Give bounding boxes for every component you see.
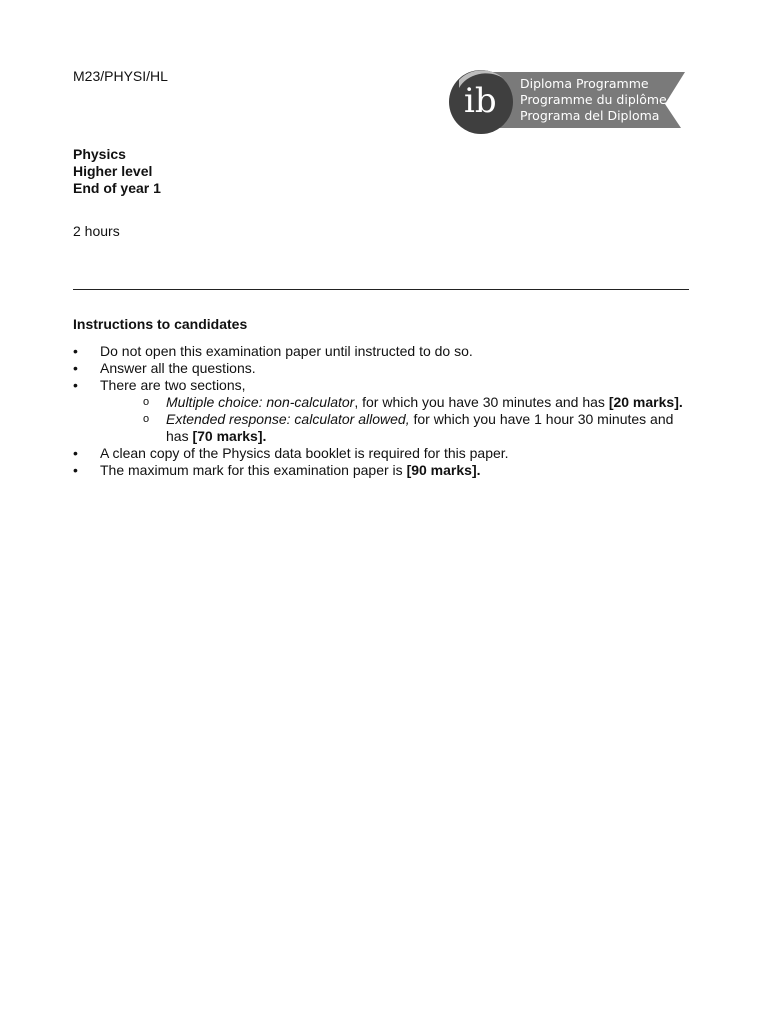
section-name: Multiple choice: non-calculator [166,394,355,410]
list-item [73,377,693,394]
list-item [73,462,693,479]
list-item-text: A clean copy of the Physics data booklet is required for this paper. [100,445,509,461]
list-item-text: There are two sections, [100,377,246,393]
svg-text:ib: ib [464,81,497,121]
section-name: Extended response: calculator allowed, [166,411,410,427]
list-item [73,445,693,462]
level-title: Higher level [73,163,153,179]
sub-bullet-icon: o [143,396,150,408]
section-marks: [20 marks]. [608,394,683,410]
section-detail: , for which you have 30 minutes and has [354,394,609,410]
logo-programme-names [520,76,667,124]
bullet-icon: • [73,360,78,376]
bullet-icon: • [73,343,78,359]
sub-list-item [73,394,693,411]
ib-diploma-logo [445,68,687,136]
list-item-text: Do not open this examination paper until instructed to do so. [100,343,473,359]
bullet-icon: • [73,462,78,478]
paper-code: M23/PHYSI/HL [73,68,168,84]
section-detail: for which you have 1 hour 30 minutes and [409,411,674,427]
sub-bullet-icon: o [143,413,150,425]
max-marks: [90 marks]. [406,462,481,478]
section-marks: [70 marks]. [192,428,267,444]
instructions-heading: Instructions to candidates [73,316,248,332]
bullet-icon: • [73,445,78,461]
logo-line-fr: Programme du diplôme [520,92,667,107]
instructions-list [73,343,693,479]
sub-list-item [73,411,693,445]
section-detail-cont: has [166,428,193,444]
bullet-icon: • [73,377,78,393]
exam-duration: 2 hours [73,223,120,239]
subject-title: Physics [73,146,126,162]
list-item-text: Answer all the questions. [100,360,256,376]
list-item [73,343,693,360]
divider-rule [73,289,689,290]
title-block [73,146,161,197]
list-item [73,360,693,377]
list-item-text: The maximum mark for this examination paper is [100,462,407,478]
logo-line-es: Programa del Diploma [520,108,660,123]
logo-line-en: Diploma Programme [520,76,649,91]
session-title: End of year 1 [73,180,161,196]
